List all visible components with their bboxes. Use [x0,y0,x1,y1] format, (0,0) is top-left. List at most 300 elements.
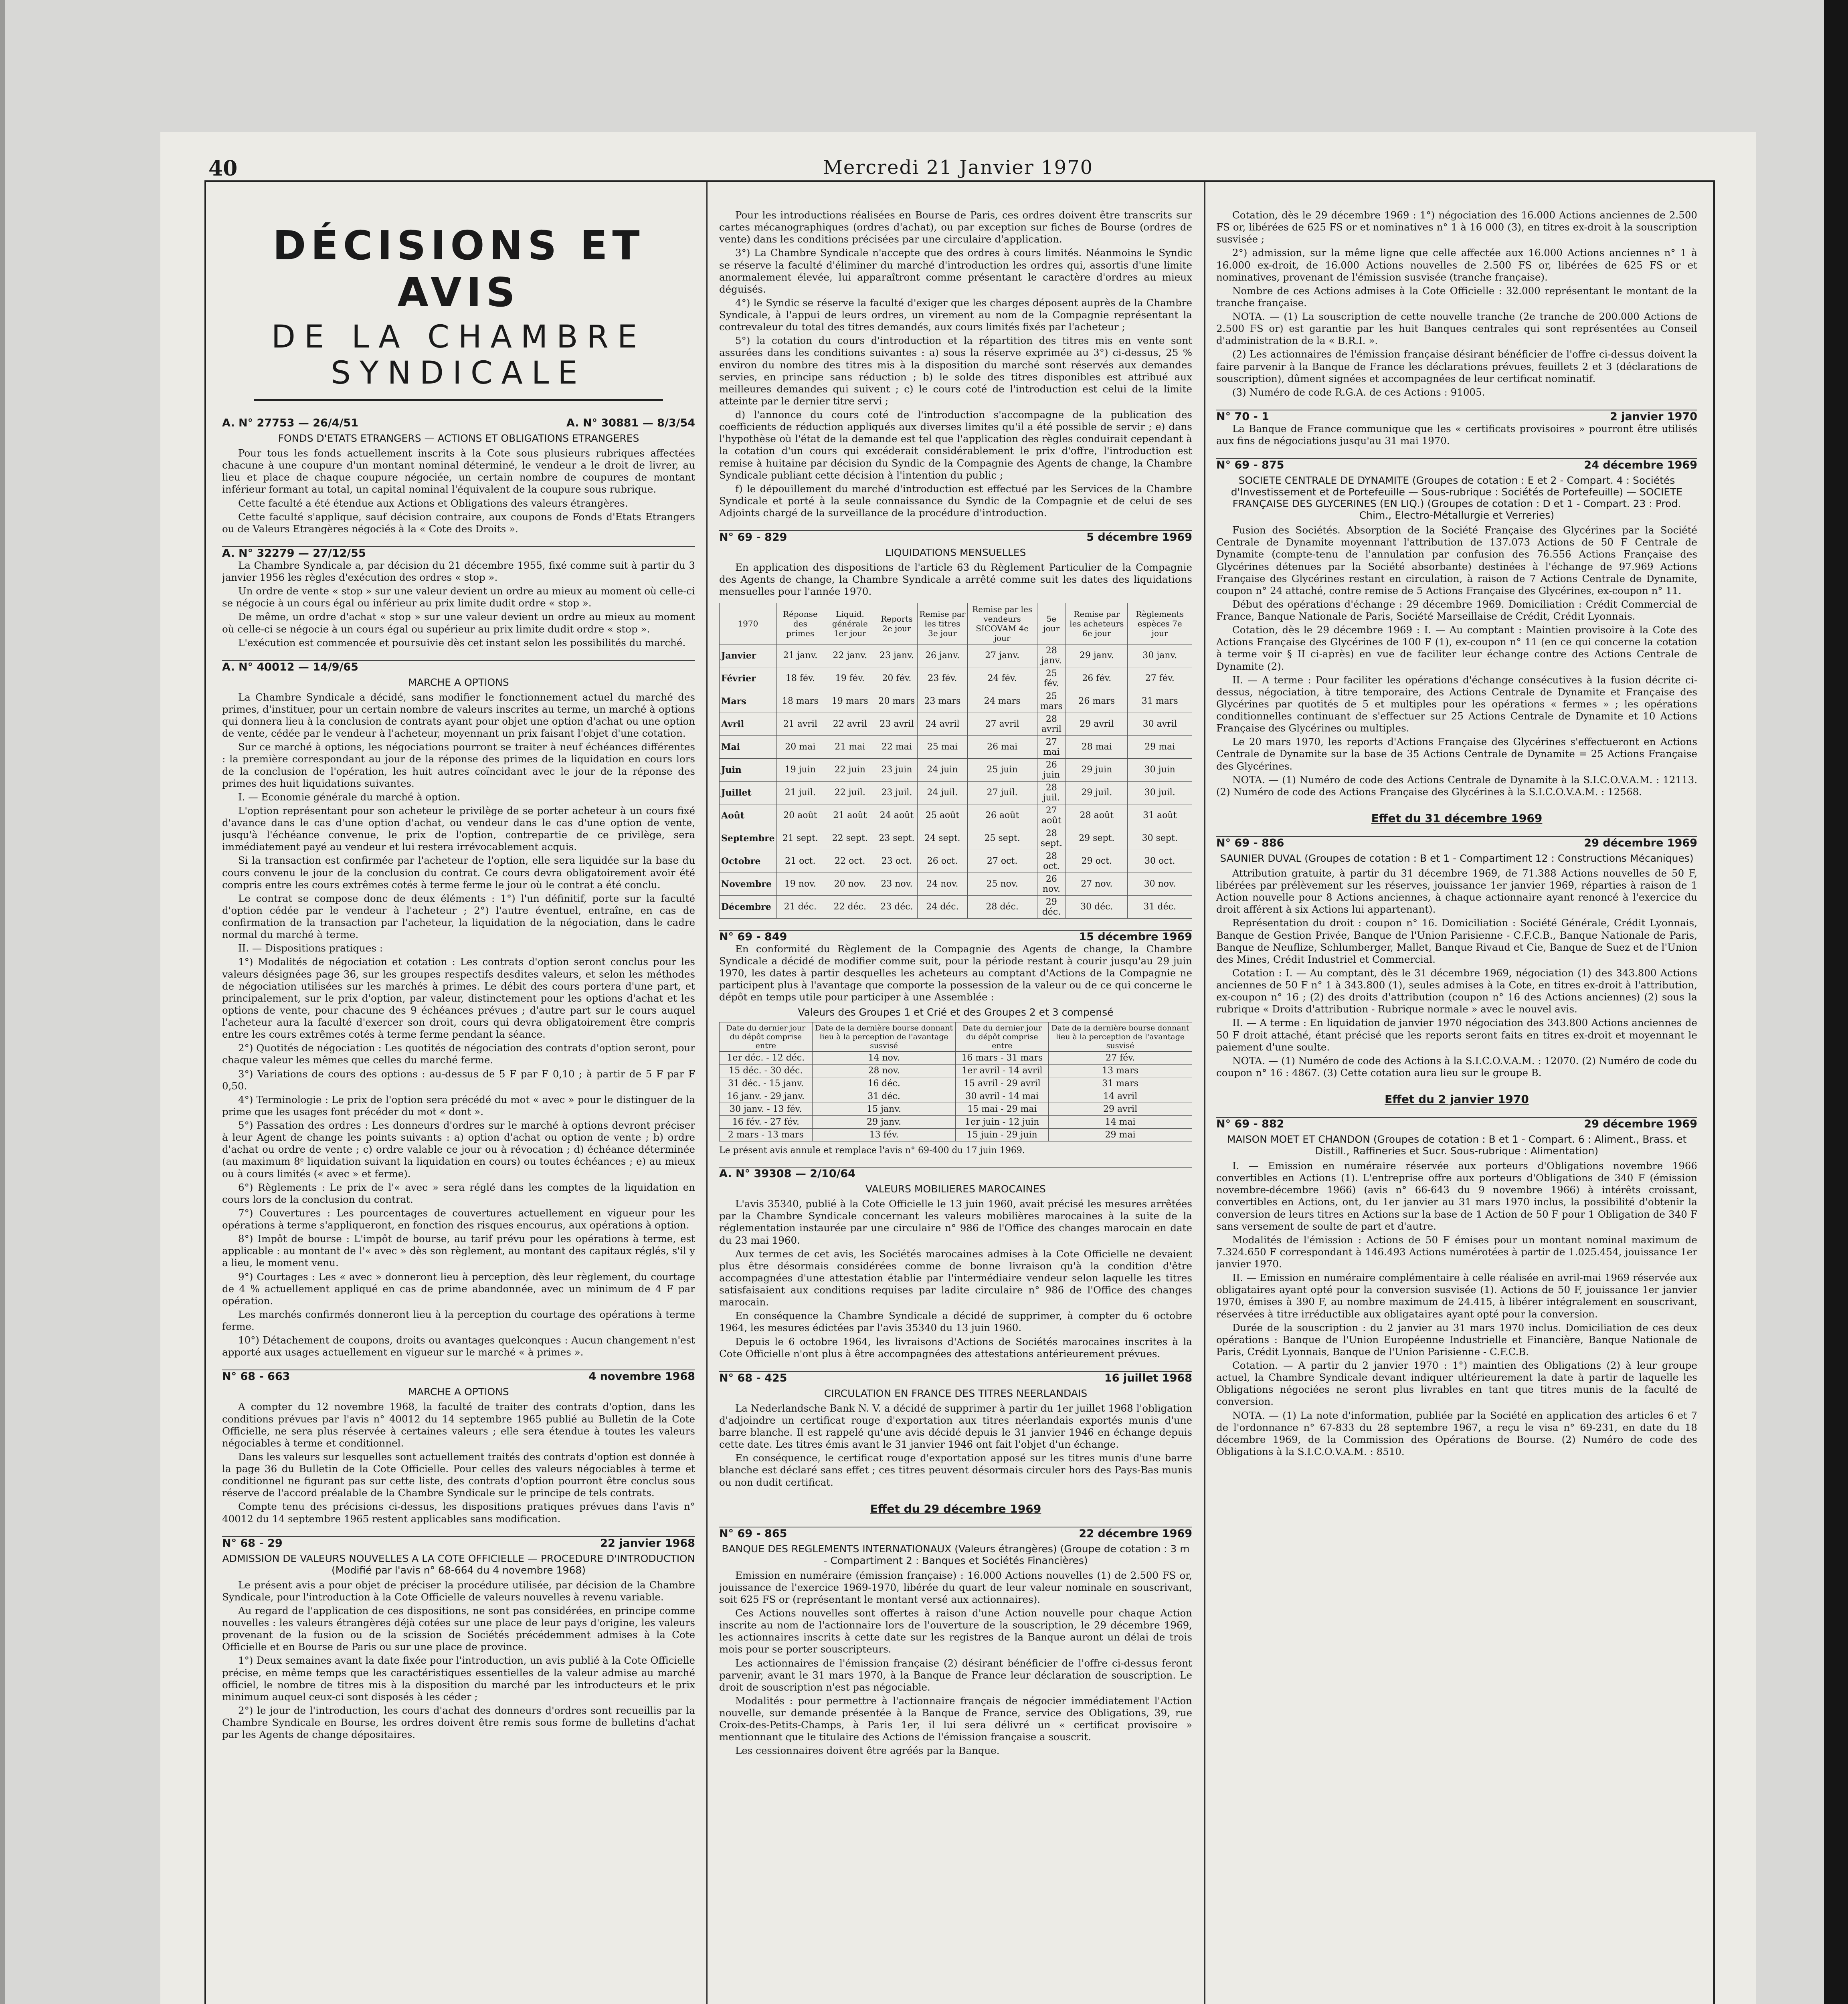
table-cell: 22 déc. [824,895,876,918]
table-cell: 30 nov. [1128,873,1192,895]
notice-ref: A. N° 39308 — 2/10/64 [719,1168,855,1180]
table-cell: 18 mars [776,690,824,713]
column-header: Remise par les acheteurs 6e jour [1066,603,1128,644]
table-cell: 20 nov. [824,873,876,895]
notice-paragraph: Cotation : I. — Au comptant, dès le 31 décembre 1969, négociation (1) des 343.800 Actions anciennes de 50 F n° 1 à 343.800 (1), seules admises à la Cote, en titres ex-droit à l'attribution, ex-coupon n° 16 ; (2) des droits d'attribution (coupon n° 16 des Actions anciennes) (2) sous la rubrique « Droits d'attribution - Rubrique normale » avec le nouvel avis. [1216,967,1697,1015]
notice-paragraph: 4°) Terminologie : Le prix de l'option sera précédé du mot « avec » pour le distinguer de la prime que les usages font précéder du mot « dont ». [222,1093,695,1117]
table-cell: 30 sept. [1128,827,1192,850]
notice-title: LIQUIDATIONS MENSUELLES [885,547,1026,559]
table-cell: 29 avril [1066,713,1128,735]
table-body [720,1052,1192,1141]
table-row [720,735,1192,758]
notice-paragraph: Dans les valeurs sur lesquelles sont actuellement traités des contrats d'option est donnée à la page 36 du Bulletin de la Cote Officielle. Pour celles des valeurs négociables à terme et conditionnel ne figurant pas sur cette liste, des contrats d'option pourront être conclus sous réserve de l'accord préalable de la Chambre Syndicale sur le principe de tels contrats. [222,1450,695,1499]
notice-title: BANQUE DES REGLEMENTS INTERNATIONAUX (Valeurs étrangères) (Groupe de cotation : 3 m - Compartiment 2 : Banques et Sociétés Financières) [722,1543,1190,1566]
notice-header [719,1168,1192,1180]
table-cell: 27 juil. [967,781,1037,804]
notice-entry [1216,209,1697,398]
table-cell: 25 mai [918,735,967,758]
table-cell: 28 nov. [812,1065,956,1077]
table-cell: Juillet [720,781,777,804]
notice-ref: N° 68 - 29 [222,1537,283,1549]
notice-entry [222,546,695,649]
scan-edge-left [0,0,5,2004]
notice-ref: N° 69 - 875 [1216,459,1284,472]
table-cell: 29 sept. [1066,827,1128,850]
table-cell: 29 avril [1049,1103,1192,1116]
notice-paragraph: La Nederlandsche Bank N. V. a décidé de supprimer à partir du 1er juillet 1968 l'obligation d'adjoindre un certificat rouge d'exportation aux titres néerlandais exportés munis d'une barre blanche. Il est rappelé qu'une avis décidé depuis le 31 janvier 1946 en échange depuis cette date. Les titres émis avant le 31 janvier 1946 ont fait l'objet d'un échange. [719,1402,1192,1450]
notice-title: ADMISSION DE VALEURS NOUVELLES A LA COTE OFFICIELLE — PROCEDURE D'INTRODUCTION (Modifié par l'avis n° 68-664 du 4 novembre 1968) [222,1552,695,1576]
notice-paragraph: II. — A terme : En liquidation de janvier 1970 négociation des 343.800 Actions anciennes de 50 F droit attaché, étant précisé que les reports seront faits en titres ex-droit et moyennant le paiement d'une soulte. [1216,1017,1697,1053]
column-header: Remise par les titres 3e jour [918,603,967,644]
table-cell: 21 déc. [776,895,824,918]
table-cell: 28 mai [1066,735,1128,758]
notice-paragraph: Si la transaction est confirmée par l'acheteur de l'option, elle sera liquidée sur la base du cours convenu le jour de la conclusion du contrat. Ce cours devra obligatoirement avoir été compris entre les cours extrêmes cotés à terme ferme le jour où le contrat a été conclu. [222,855,695,891]
column-3 [1216,198,1697,2004]
table-cell: 20 mai [776,735,824,758]
table-row [720,781,1192,804]
notice-header [222,417,695,429]
table-row [720,804,1192,827]
table-cell: 30 juin [1128,758,1192,781]
effect-heading: Effet du 2 janvier 1970 [1385,1093,1529,1106]
table-row [720,1052,1192,1065]
table-cell: 26 oct. [918,850,967,873]
notice-title: SOCIETE CENTRALE DE DYNAMITE (Groupes de cotation : E et 2 - Compart. 4 : Sociétés d'Investissement et de Portefeuille — Sous-rubrique : Sociétés de Portefeuille) — SOCIETE FRANÇAISE DES GLYCERINES (EN LIQ.) (Groupes de cotation : D et 1 - Compart. 23 : Prod. Chim., Electro-Métallurgie et Verreries) [1231,475,1683,521]
notice-paragraph: 1°) Deux semaines avant la date fixée pour l'introduction, un avis publié à la Cote Officielle précise, en même temps que les caractéristiques essentielles de la valeur admise au marché officiel, le nombre de titres mis à la disposition du marché par les introducteurs et le prix minimum auquel ceux-ci sont disposés à les céder ; [222,1655,695,1703]
banner-rule [254,399,663,401]
column-header: Liquid. générale 1er jour [824,603,876,644]
notice-paragraph: 7°) Couvertures : Les pourcentages de couvertures actuellement en vigueur pour les opérations à terme s'appliqueront, en fonction des risques encourus, aux opérations à option. [222,1207,695,1231]
table-cell: 24 sept. [918,827,967,850]
column-header: Date de la dernière bourse donnant lieu à la perception de l'avantage susvisé [1049,1022,1192,1052]
notice-paragraph: En conséquence la Chambre Syndicale a décidé de supprimer, à compter du 6 octobre 1964, les mesures édictées par l'avis 35340 du 13 juin 1960. [719,1310,1192,1334]
table-cell: 22 juin [824,758,876,781]
notice-paragraph: Fusion des Sociétés. Absorption de la Société Française des Glycérines par la Société Centrale de Dynamite moyennant l'attribution de 137.073 Actions de 50 F Centrale de Dynamite (compte-tenu de l'annulation par confusion des 76.556 Actions Française des Glycérines détenues par la Société absorbante) destinées à l'échange de 97.969 Actions Française des Glycérines restant en circulation, à raison de 7 Actions Centrale de Dynamite, coupon n° 24 attaché, contre remise de 5 Actions Française des Glycérines, ex-coupon n° 11. [1216,524,1697,596]
table-cell: 15 juin - 29 juin [956,1129,1049,1141]
table-cell: 15 janv. [812,1103,956,1116]
notice-paragraph: Cotation, dès le 29 décembre 1969 : I. — Au comptant : Maintien provisoire à la Cote des Actions Française des Glycérines de 100 F (1), ex-coupon n° 11 (en ce qui concerne la cotation à terme voir § II ci-après) en vue de faciliter leur échange contre des Actions Centrale de Dynamite (2). [1216,624,1697,672]
notice-paragraph: Cotation, dès le 29 décembre 1969 : 1°) négociation des 16.000 Actions anciennes de 2.500 FS or, libérées de 625 FS or et nominatives n° 1 à 16 000 (3), en titres ex-droit à la souscription susvisée ; [1216,209,1697,245]
notice-ref: A. N° 27753 — 26/4/51 [222,417,358,429]
notice-paragraph: Modalités : pour permettre à l'actionnaire français de négocier immédiatement l'Action nouvelle, sur demande présentée à la Banque de France, service des Obligations, 39, rue Croix-des-Petits-Champs, à Paris 1er, il lui sera délivré un « certificat provisoire » mentionnant que le titulaire des Actions de l'émission française a souscrit. [719,1695,1192,1743]
notice-paragraph: Représentation du droit : coupon n° 16. Domiciliation : Société Générale, Crédit Lyonnais, Banque de Gestion Privée, Banque de l'Union Parisienne - C.F.C.B., Banque Nationale de Paris, Banque de Neuflize, Schlumberger, Mallet, Banque Rivaud et Cie, Banque de Suez et de l'Union des Mines, Crédit Industriel et Commercial. [1216,917,1697,965]
table-cell: 28 sept. [1037,827,1066,850]
notice-paragraph: Sur ce marché à options, les négociations pourront se traiter à neuf échéances différentes : la première correspondant au jour de la réponse des primes de la liquidation en cours lors de la conclusion de l'opération, les huit autres coïncidant avec le jour de la réponse des primes des huit liquidations suivantes. [222,741,695,789]
table-cell: 22 janv. [824,644,876,667]
notice-paragraph: 2°) le jour de l'introduction, les cours d'achat des donneurs d'ordres sont recueillis par la Chambre Syndicale en Bourse, les ordres doivent être remis sous forme de bulletins d'achat par les Agents de change dépositaires. [222,1704,695,1741]
table-caption: Valeurs des Groupes 1 et Crié et des Groupes 2 et 3 compensé [798,1006,1114,1018]
table-cell: 28 déc. [967,895,1037,918]
notice-paragraph: Pour tous les fonds actuellement inscrits à la Cote sous plusieurs rubriques affectées chacune à une coupure d'un montant nominal déterminé, le vendeur a le droit de livrer, au lieu et place de chaque coupure négociée, un certain nombre de coupures de montant inférieur formant au total, un capital nominal l'équivalent de la coupure sous rubrique. [222,447,695,495]
notice-entry [1216,410,1697,447]
notice-paragraph: Attribution gratuite, à partir du 31 décembre 1969, de 71.388 Actions nouvelles de 50 F, libérées par prélèvement sur les réserves, jouissance 1er janvier 1969, réparties à raison de 1 Action nouvelle pour 8 Actions anciennes, à chaque actionnaire ayant renoncé à l'exercice du droit afférent à six Actions lui appartenant). [1216,867,1697,915]
notice-paragraph: Pour les introductions réalisées en Bourse de Paris, ces ordres doivent être transcrits sur cartes mécanographiques (ordres d'achat), ou par exception sur fiches de Bourse (ordres de vente) dans les conditions précisées par une circulaire d'application. [719,209,1192,245]
notice-date: 24 décembre 1969 [1584,459,1697,472]
notice-paragraph: 5°) Passation des ordres : Les donneurs d'ordres sur le marché à options devront préciser à leur Agent de change les points suivants : a) option d'achat ou option de vente ; b) ordre d'achat ou ordre de vente ; c) ordre valable ce jour ou à révocation ; d) échéance déterminée (au maximum 8ᵉ liquidation suivant la liquidation en cours) ou toutes échéances ; e) au mieux ou à cours limités (« avec » et ferme). [222,1119,695,1180]
table-cell: 21 avril [776,713,824,735]
table-cell: Septembre [720,827,777,850]
table-cell: 28 avril [1037,713,1066,735]
table-cell: 14 nov. [812,1052,956,1065]
newspaper-page [160,132,1756,2004]
table-cell: 16 mars - 31 mars [956,1052,1049,1065]
column-header: Date de la dernière bourse donnant lieu à la perception de l'avantage susvisé [812,1022,956,1052]
table-cell: 1er déc. - 12 déc. [720,1052,813,1065]
table-cell: 2 mars - 13 mars [720,1129,813,1141]
table-cell: 26 nov. [1037,873,1066,895]
notice-title: SAUNIER DUVAL (Groupes de cotation : B et 1 - Compartiment 12 : Constructions Mécaniques) [1220,852,1694,864]
table-header-row [720,603,1192,644]
table-row [720,850,1192,873]
notice-paragraph: Le présent avis a pour objet de préciser la procédure utilisée, par décision de la Chambre Syndicale, pour l'introduction à la Cote Officielle de valeurs nouvelles à revenu variable. [222,1579,695,1603]
table-cell: 23 mars [918,690,967,713]
notice-entry [222,660,695,1359]
table-cell: 29 janv. [1066,644,1128,667]
table-cell: 23 janv. [876,644,918,667]
notice-intro: En application des dispositions de l'article 63 du Règlement Particulier de la Compagnie des Agents de change, la Chambre Syndicale a arrêté comme suit les dates des liquidations mensuelles pour l'année 1970. [719,562,1192,598]
table-cell: Avril [720,713,777,735]
notice-header [719,931,1192,943]
notice-entry [1216,458,1697,798]
table-cell: 20 fév. [876,667,918,690]
notice-header [1216,459,1697,471]
table-cell: 21 juil. [776,781,824,804]
effect-heading: Effet du 31 décembre 1969 [1371,811,1543,825]
table-row [720,895,1192,918]
notice-paragraph: II. — Dispositions pratiques : [238,942,383,954]
table-cell: Janvier [720,644,777,667]
table-cell: 21 oct. [776,850,824,873]
table-cell: 23 juin [876,758,918,781]
notice-paragraph: d) l'annonce du cours coté de l'introduction s'accompagne de la publication des coefficients de réduction appliqués aux diverses limites qu'il a été possible de servir ; e) dans l'hypothèse où l'état de la demande est tel que l'application des règles conduirait cependant à la cotation d'un cours qui excéderait considérablement le prix d'offre, l'introduction est remise à huitaine par décision du Syndic de la Compagnie des Agents de change, la Chambre Syndicale publiant cette décision à l'intention du public ; [719,409,1192,481]
notice-paragraph: Depuis le 6 octobre 1964, les livraisons d'Actions de Sociétés marocaines inscrites à la Cote Officielle n'ont plus à être accompagnées des attestations antérieurement prévues. [719,1335,1192,1360]
table-cell: 31 mars [1049,1077,1192,1090]
notice-paragraph: Emission en numéraire (émission française) : 16.000 Actions nouvelles (1) de 2.500 FS or, jouissance de l'exercice 1969-1970, libérée du quart de leur valeur nominale en souscrivant, soit 625 FS or (représentant le montant versé aux actionnaires). [719,1569,1192,1605]
table-row [720,1077,1192,1090]
effect-heading: Effet du 29 décembre 1969 [870,1502,1041,1515]
table-cell: 30 janv. [1128,644,1192,667]
table-cell: Août [720,804,777,827]
notice-entry [719,209,1192,519]
notice-date: 2 janvier 1970 [1610,410,1697,423]
notice-paragraph: Modalités de l'émission : Actions de 50 F émises pour un montant nominal maximum de 7.324.650 F correspondant à 146.493 Actions numérotées à partir de 1.025.454, jouissance 1er janvier 1970. [1216,1234,1697,1270]
notice-paragraph: 1°) Modalités de négociation et cotation : Les contrats d'option seront conclus pour les valeurs désignées page 36, sur les groupes respectifs desdites valeurs, et selon les méthodes de négociation utilisées sur les marchés à primes. Le débit des cours portera d'une part, et principalement, sur le prix d'option, par valeur, distinctement pour les options d'achat et les options de vente, pour chacune des 9 échéances prévues ; d'autre part sur le cours auquel l'acheteur aura la faculté d'exercer son droit, cours qui devra obligatoirement être compris entre les cours extrêmes cotés à terme ferme pendant la séance. [222,956,695,1040]
table-cell: 24 juil. [918,781,967,804]
table-cell: 24 déc. [918,895,967,918]
notice-paragraph: II. — Emission en numéraire complémentaire à celle réalisée en avril-mai 1969 réservée aux obligataires ayant opté pour la conversion susvisée (1). Actions de 50 F, jouissance 1er janvier 1970, émises à 390 F, au nombre maximum de 24.415, à libérer intégralement en souscrivant, réservées à titre irréductible aux obligataires ayant opté pour la conversion. [1216,1272,1697,1320]
table-cell: 19 juin [776,758,824,781]
notice-paragraph: II. — A terme : Pour faciliter les opérations d'échange consécutives à la fusion décrite ci-dessus, négociation, à titre temporaire, des Actions Centrale de Dynamite et Française des Glycérines par quotités de 5 et multiples pour les opérations « fermes » ; les opérations conditionnelles continuant de s'effectuer sur 25 Actions Centrale de Dynamite et 10 Actions Française des Glycérines ou multiples. [1216,674,1697,734]
table-cell: 27 août [1037,804,1066,827]
column-header: 5e jour [1037,603,1066,644]
table-cell: 19 mars [824,690,876,713]
table-cell: 21 août [824,804,876,827]
notice-entry [222,1370,695,1525]
entries-col2c [719,1527,1192,1757]
table-cell: Décembre [720,895,777,918]
table-row [720,644,1192,667]
notice-date: A. N° 30881 — 8/3/54 [566,417,695,429]
table-cell: 31 déc. [1128,895,1192,918]
table-row [720,873,1192,895]
table-cell: 29 mai [1049,1129,1192,1141]
table-cell: 23 fév. [918,667,967,690]
notice-paragraph: Ces Actions nouvelles sont offertes à raison d'une Action nouvelle pour chaque Action inscrite au nom de l'actionnaire lors de l'ouverture de la souscription, le 29 décembre 1969, les actionnaires inscrits à cette date sur les registres de la Banque auront un délai de trois mois pour se porter souscripteurs. [719,1607,1192,1655]
table-cell: 30 déc. [1066,895,1128,918]
notice-header [222,1370,695,1383]
notice-paragraph: NOTA. — (1) Numéro de code des Actions à la S.I.C.O.V.A.M. : 12070. (2) Numéro de code du coupon n° 16 : 4867. (3) Cette cotation aura lieu sur le groupe B. [1216,1055,1697,1079]
table-cell: 22 avril [824,713,876,735]
table-cell: 22 sept. [824,827,876,850]
table-cell: 23 avril [876,713,918,735]
table-cell: 21 mai [824,735,876,758]
table-cell: 28 janv. [1037,644,1066,667]
notice-paragraph: Nombre de ces Actions admises à la Cote Officielle : 32.000 représentant le montant de la tranche française. [1216,285,1697,309]
notice-paragraph: La Chambre Syndicale a, par décision du 21 décembre 1955, fixé comme suit à partir du 3 janvier 1956 les règles d'exécution des ordres « stop ». [222,559,695,583]
table-cell: 19 fév. [824,667,876,690]
table-cell: 29 juin [1066,758,1128,781]
table-cell: 26 mars [1066,690,1128,713]
table-cell: 22 mai [876,735,918,758]
notice-entry [719,1167,1192,1360]
table-cell: 21 janv. [776,644,824,667]
section-banner [222,222,695,401]
table-row [720,667,1192,690]
column-rule [1204,182,1205,2004]
notice-paragraph: Le contrat se compose donc de deux éléments : 1°) l'un définitif, porte sur la faculté d'option cédée par le vendeur à l'acheteur ; 2°) l'autre éventuel, entraîne, en cas de confirmation de la transaction par l'acheteur, la liquidation de la négociation, dans le cadre normal du marché à terme. [222,892,695,941]
groupes-table [719,1022,1192,1141]
table-cell: 13 mars [1049,1065,1192,1077]
notice-title: MARCHE A OPTIONS [408,1386,509,1398]
table-cell: 29 déc. [1037,895,1066,918]
notice-entry [719,1371,1192,1489]
notice-paragraph: I. — Emission en numéraire réservée aux porteurs d'Obligations novembre 1966 convertibles en Actions (1). L'entreprise offre aux porteurs d'Obligations de 340 F (émission novembre-décembre 1966) (avis n° 66-643 du 9 novembre 1966) à intérêts croissant, convertibles en Actions, ont, du 1er janvier au 31 mars 1970 inclus, la possibilité d'obtenir la conversion de leurs titres en Actions sur la base de 1 Action de 50 F pour 1 Obligation de 340 F sans versement de soulte de part et d'autre. [1216,1160,1697,1232]
notice-ref: N° 68 - 425 [719,1372,787,1384]
table-cell: 14 avril [1049,1090,1192,1103]
table-cell: 25 août [918,804,967,827]
entries-col3b [1216,836,1697,1079]
notice-date: 4 novembre 1968 [588,1370,695,1383]
notice-paragraph: L'option représentant pour son acheteur le privilège de se porter acheteur à un cours fixé d'avance dans le cas d'une option d'achat, ou vendeur dans le cas d'une option de vente, jusqu'à l'échéance convenue, le prix de l'option, contrepartie de ce privilège, sera immédiatement payé au vendeur et lui restera irrévocablement acquis. [222,804,695,853]
table-cell: 31 mars [1128,690,1192,713]
notice-paragraph: NOTA. — (1) La souscription de cette nouvelle tranche (2e tranche de 200.000 Actions de 2.500 FS or) est garantie par les huit Banques centrales qui sont représentées au Conseil d'administration de la « B.R.I. ». [1216,311,1697,347]
scan-edge-right [1824,0,1848,2004]
notice-paragraph: I. — Economie générale du marché à option. [238,791,461,803]
notice-paragraph: La Banque de France communique que les « certificats provisoires » pourront être utilisés aux fins de négociations jusqu'au 31 mai 1970. [1216,422,1697,446]
notice-date: 22 janvier 1968 [600,1537,695,1549]
notice-paragraph: (3) Numéro de code R.G.A. de ces Actions : 91005. [1232,386,1485,398]
notice-paragraph: 4°) le Syndic se réserve la faculté d'exiger que les charges déposent auprès de la Chambre Syndicale, à l'appui de leurs ordres, un virement au nom de la Compagnie représentant la contrevaleur du total des titres demandés, aux cours limités fixés par l'acheteur ; [719,297,1192,333]
notice-entry [222,417,695,535]
column-header: 1970 [720,603,777,644]
table-cell: 31 août [1128,804,1192,827]
liquidations-notice [719,530,1192,918]
table-cell: 27 oct. [967,850,1037,873]
notice-paragraph: (2) Les actionnaires de l'émission française désirant bénéficier de l'offre ci-dessus doivent la faire parvenir à la Banque de France les déclarations prévues, feuillets 2 et 3 (déclarations de souscription), dûment signées et accompagnées de leur certificat nominatif. [1216,348,1697,384]
table-row [720,758,1192,781]
notice-title: VALEURS MOBILIERES MAROCAINES [865,1183,1046,1195]
notice-note: Le présent avis annule et remplace l'avis n° 69-400 du 17 juin 1969. [719,1145,1025,1156]
entries-col3 [1216,209,1697,798]
table-cell: 28 août [1066,804,1128,827]
table-cell: 29 juil. [1066,781,1128,804]
table-cell: 16 janv. - 29 janv. [720,1090,813,1103]
notice-paragraph: 8°) Impôt de bourse : L'impôt de bourse, au tarif prévu pour les opérations à terme, est applicable : au montant de l'« avec » dès son règlement, au montant des capitaux réglés, s'il y a lieu, le moment venu. [222,1233,695,1269]
table-cell: 15 avril - 29 avril [956,1077,1049,1090]
notice-ref: N° 69 - 882 [1216,1118,1284,1130]
notice-paragraph: 3°) La Chambre Syndicale n'accepte que des ordres à cours limités. Néanmoins le Syndic se réserve la faculté d'éliminer du marché d'introduction les ordres qui, assortis d'une limite anormalement élevée, lui apparaîtront comme présentant le caractère d'ordres au mieux déguisés. [719,247,1192,295]
notice-paragraph: Un ordre de vente « stop » sur une valeur devient un ordre au mieux au moment où celle-ci se négocie à un cours égal ou inférieur au prix limite dudit ordre « stop ». [222,585,695,609]
notice-paragraph: Les marchés confirmés donneront lieu à la perception du courtage des opérations à terme ferme. [222,1308,695,1332]
notice-ref: A. N° 40012 — 14/9/65 [222,661,358,673]
column-header: Remise par les vendeurs SICOVAM 4e jour [967,603,1037,644]
notice-title: FONDS D'ETATS ETRANGERS — ACTIONS ET OBLIGATIONS ETRANGERES [278,432,639,444]
table-cell: 1er avril - 14 avril [956,1065,1049,1077]
table-cell: 19 nov. [776,873,824,895]
table-cell: 27 fév. [1128,667,1192,690]
notice-paragraph: La Chambre Syndicale a décidé, sans modifier le fonctionnement actuel du marché des primes, d'instituer, pour un certain nombre de valeurs inscrites au terme, un marché à options qui donnera lieu à la conclusion de contrats ayant pour objet une option d'achat ou une option de vente, cédée par le vendeur à l'acheteur, moyennant un prix faisant l'objet d'une cotation. [222,691,695,739]
table-cell: 26 mai [967,735,1037,758]
table-cell: 25 juin [967,758,1037,781]
column-header: Règlements espèces 7e jour [1128,603,1192,644]
table-cell: 27 avril [967,713,1037,735]
table-cell: 14 mai [1049,1116,1192,1129]
table-cell: Février [720,667,777,690]
table-cell: 23 oct. [876,850,918,873]
table-cell: 27 mai [1037,735,1066,758]
table-cell: 28 oct. [1037,850,1066,873]
notice-title: CIRCULATION EN FRANCE DES TITRES NEERLANDAIS [824,1387,1088,1399]
table-cell: 30 juil. [1128,781,1192,804]
notice-paragraph: Compte tenu des précisions ci-dessus, les dispositions pratiques prévues dans l'avis n° 40012 du 14 septembre 1965 restent applicables sans modification. [222,1501,695,1525]
table-cell: 26 janv. [918,644,967,667]
notice-paragraph: Durée de la souscription : du 2 janvier au 31 mars 1970 inclus. Domiciliation de ces deux opérations : Banque de l'Union Européenne Industrielle et Financière, Banque Nationale de Paris, Crédit Lyonnais, Banque de l'Union Parisienne - C.F.C.B. [1216,1321,1697,1358]
table-cell: 18 fév. [776,667,824,690]
notice-entry [1216,1117,1697,1458]
table-cell: 27 nov. [1066,873,1128,895]
entries-col3c [1216,1117,1697,1458]
notice-ref: N° 69 - 849 [719,930,787,943]
notice-ref: N° 69 - 886 [1216,836,1284,849]
banner-subtitle: DE LA CHAMBRE SYNDICALE [271,319,646,391]
notice-paragraph: 2°) admission, sur la même ligne que celle affectée aux 16.000 Actions anciennes n° 1 à 16.000 ex-droit, de 16.000 Actions nouvelles de 2.500 FS or, libérées de 625 FS or et nominatives, provenant de l'émission susvisée (tranche française). [1216,247,1697,283]
table-cell: 25 mars [1037,690,1066,713]
banner-title: DÉCISIONS ET AVIS [273,222,645,316]
table-cell: 28 juil. [1037,781,1066,804]
notice-paragraph: NOTA. — (1) Numéro de code des Actions Centrale de Dynamite à la S.I.C.O.V.A.M. : 12113. (2) Numéro de code des Actions Française des Glycérines à la S.I.C.O.V.A.M. : 12568. [1216,774,1697,798]
notice-paragraph: L'avis 35340, publié à la Cote Officielle le 13 juin 1960, avait précisé les mesures arrêtées par la Chambre Syndicale concernant les valeurs mobilières marocaines à la suite de la réglementation instaurée par une circulaire n° 986 de l'Office des changes marocain en date du 23 mai 1960. [719,1198,1192,1246]
notice-title: MAISON MOET ET CHANDON (Groupes de cotation : B et 1 - Compart. 6 : Aliment., Brass. et Distill., Raffineries et Sucr. Sous-rubrique : Alimentation) [1227,1133,1687,1157]
notice-header [1216,837,1697,849]
column-header: Date du dernier jour du dépôt comprise entre [720,1022,813,1052]
notice-date: 5 décembre 1969 [1086,531,1192,544]
notice-date: 22 décembre 1969 [1079,1527,1192,1540]
table-cell: 23 sept. [876,827,918,850]
table-cell: 29 mai [1128,735,1192,758]
table-cell: 25 fév. [1037,667,1066,690]
notice-paragraph: Les cessionnaires doivent être agréés par la Banque. [735,1745,1000,1757]
notice-header [222,547,695,560]
table-cell: 15 mai - 29 mai [956,1103,1049,1116]
notice-date: 15 décembre 1969 [1079,930,1192,943]
table-cell: 24 fév. [967,667,1037,690]
notice-paragraph: 10°) Détachement de coupons, droits ou avantages quelconques : Aucun changement n'est apporté aux usages actuellement en vigueur sur le marché « à primes ». [222,1334,695,1358]
notice-paragraph: Les actionnaires de l'émission française (2) désirant bénéficier de l'offre ci-dessus feront parvenir, avant le 31 mars 1970, à la Banque de France leur déclaration de souscription. Le droit de souscription n'est pas négociable. [719,1657,1192,1693]
table-cell: 23 juil. [876,781,918,804]
notice-paragraph: A compter du 12 novembre 1968, la faculté de traiter des contrats d'option, dans les conditions prévues par l'avis n° 40012 du 14 septembre 1965 publié au Bulletin de la Cote Officielle, ne sera plus réservée à certaines valeurs ; elle sera étendue à toutes les valeurs négociables à terme et conditionnel. [222,1401,695,1449]
table-cell: Mars [720,690,777,713]
column-header: Réponse des primes [776,603,824,644]
table-cell: 24 août [876,804,918,827]
table-cell: 27 fév. [1049,1052,1192,1065]
table-cell: Octobre [720,850,777,873]
table-header-row [720,1022,1192,1052]
notice-paragraph: 6°) Règlements : Le prix de l'« avec » sera réglé dans les comptes de la liquidation en cours lors de la conclusion du contrat. [222,1181,695,1205]
table-cell: Novembre [720,873,777,895]
notice-date: 29 décembre 1969 [1584,836,1697,849]
table-cell: 26 fév. [1066,667,1128,690]
column-2 [719,198,1192,2004]
table-cell: 24 avril [918,713,967,735]
table-cell: 25 sept. [967,827,1037,850]
notice-header [719,1372,1192,1384]
notice-paragraph: NOTA. — (1) La note d'information, publiée par la Société en application des articles 6 et 7 de l'ordonnance n° 67-833 du 28 septembre 1967, a reçu le visa n° 69-231, en date du 18 décembre 1969, de la Commission des Opérations de Bourse. (2) Numéro de code des Obligations à la S.I.C.O.V.A.M. : 8510. [1216,1409,1697,1457]
table-cell: 22 oct. [824,850,876,873]
notice-entry [1216,836,1697,1079]
column-1 [222,198,695,2004]
notice-paragraph: Cotation. — A partir du 2 janvier 1970 : 1°) maintien des Obligations (2) à leur groupe actuel, la Chambre Syndicale devant indiquer ultérieurement la date à partir de laquelle les Obligations négociées ne seront plus livrables en tant que titres munis de la faculté de conversion. [1216,1360,1697,1408]
table-cell: 31 déc. [812,1090,956,1103]
notice-date: 29 décembre 1969 [1584,1118,1697,1130]
table-row [720,690,1192,713]
notice-entry [719,1527,1192,1757]
groupes-notice [719,930,1192,1156]
notice-paragraph: L'exécution est commencée et poursuivie dès cet instant selon les possibilités du marché. [238,636,686,648]
column-header: Reports 2e jour [876,603,918,644]
table-cell: 15 déc. - 30 déc. [720,1065,813,1077]
table-cell: 24 mars [967,690,1037,713]
page-number: 40 [208,156,238,181]
table-cell: 16 déc. [812,1077,956,1090]
table-cell: 13 fév. [812,1129,956,1141]
table-cell: 23 nov. [876,873,918,895]
table-row [720,1090,1192,1103]
table-cell: 20 août [776,804,824,827]
table-cell: Mai [720,735,777,758]
page-date: Mercredi 21 Janvier 1970 [823,156,1094,179]
notice-intro: En conformité du Règlement de la Compagnie des Agents de change, la Chambre Syndicale a décidé de modifier comme suit, pour la période restant à courir jusqu'au 29 juin 1970, les dates à partir desquelles les acheteurs au comptant d'Actions de la Compagnie ne participent plus à l'avantage que comporte la possession de la valeur ou de ce qui concerne le dépôt en temps utile pour participer à une Assemblée : [719,943,1192,1003]
table-cell: 30 avril - 14 mai [956,1090,1049,1103]
table-cell: 20 mars [876,690,918,713]
notice-ref: A. N° 32279 — 27/12/55 [222,547,366,560]
notice-header [719,1527,1192,1540]
notice-paragraph: 9°) Courtages : Les « avec » donneront lieu à perception, dès leur règlement, du courtage de 4 % actuellement appliqué en cas de prime abandonnée, avec un minimum de 4 F par opération. [222,1271,695,1307]
table-row [720,1065,1192,1077]
table-row [720,1129,1192,1141]
notice-header [222,1537,695,1549]
content-frame [204,180,1715,2004]
table-cell: 22 juil. [824,781,876,804]
notice-ref: N° 69 - 865 [719,1527,787,1540]
notice-paragraph: f) le dépouillement du marché d'introduction est effectué par les Services de la Chambre Syndicale et porté à la seule connaissance du Syndic de la Compagnie et de celui de ses Adjoints chargé de la surveillance de la procédure d'introduction. [719,483,1192,519]
table-cell: 24 juin [918,758,967,781]
table-cell: 27 janv. [967,644,1037,667]
table-cell: 30 avril [1128,713,1192,735]
column-header: Date du dernier jour du dépôt comprise entre [956,1022,1049,1052]
notice-header [719,531,1192,543]
notice-paragraph: 5°) la cotation du cours d'introduction et la répartition des titres mis en vente sont assurées dans les conditions suivantes : a) sous la réserve exprimée au 3°) ci-dessus, 25 % environ du nombre des titres mis à la disposition du marché sont réservés aux demandes servies, en principe sans réduction ; b) le solde des titres disponibles est attribué aux meilleures demandes qui suivent ; c) le cours coté de l'introduction est celui de la limite atteinte par le dernier titre servi ; [719,335,1192,407]
table-row [720,713,1192,735]
